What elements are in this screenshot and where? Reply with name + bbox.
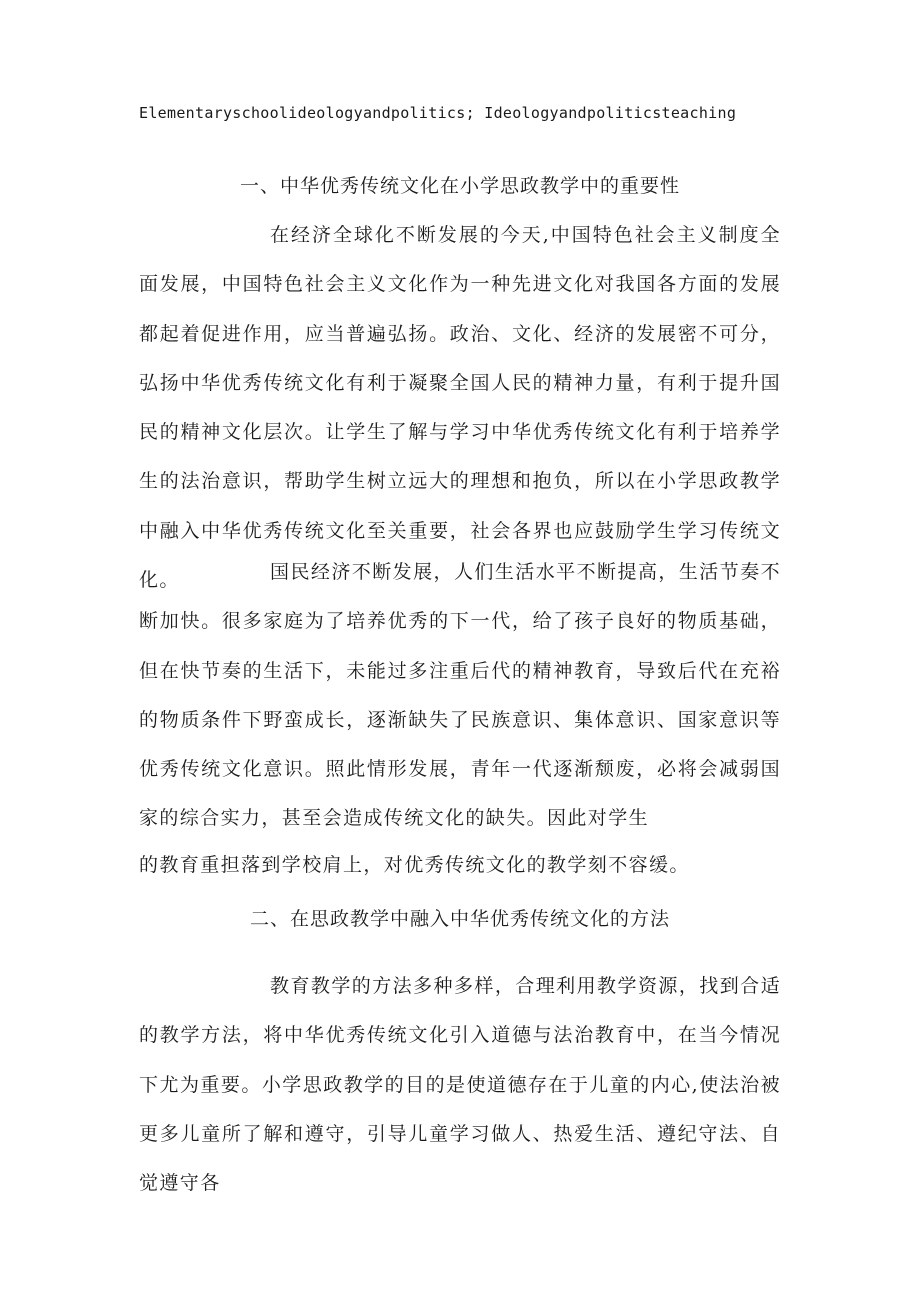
english-keywords: Elementaryschoolideologyandpolitics; Ideologyandpoliticsteaching <box>139 104 737 122</box>
section-1-paragraph-1: 在经济全球化不断发展的今天,中国特色社会主义制度全面发展，中国特色社会主义文化作为一种先进文化对我国各方面的发展都起着促进作用，应当普遍弘扬。政治、文化、经济的发展密不可分，弘扬中华优秀传统文化有利于凝聚全国人民的精神力量，有利于提升国民的精神文化层次。让学生了解与学习中华优秀传统文化有利于培养学生的法治意识，帮助学生树立远大的理想和抱负，所以在小学思政教学中融入中华优秀传统文化至关重要，社会各界也应鼓励学生学习传统文化。 <box>139 224 781 592</box>
section-1-heading: 一、中华优秀传统文化在小学思政教学中的重要性 <box>239 175 680 197</box>
section-2-heading: 二、在思政教学中融入中华优秀传统文化的方法 <box>249 908 670 930</box>
section-1-paragraph-2: 国民经济不断发展，人们生活水平不断提高，生活节奏不断加快。很多家庭为了培养优秀的下一代，给了孩子良好的物质基础，但在快节奏的生活下，未能过多注重后代的精神教育，导致后代在充裕的物质条件下野蛮成长，逐渐缺失了民族意识、集体意识、国家意识等优秀传统文化意识。照此情形发展，青年一代逐渐颓废，必将会减弱国家的综合实力，甚至会造成传统文化的缺失。因此对学生 <box>139 561 781 830</box>
section-2-paragraph-1: 教育教学的方法多种多样，合理利用教学资源，找到合适的教学方法，将中华优秀传统文化引入道德与法治教育中，在当今情况下尤为重要。小学思政教学的目的是使道德存在于儿童的内心,使法治被更多儿童所了解和遵守，引导儿童学习做人、热爱生活、遵纪守法、自觉遵守各 <box>139 975 781 1195</box>
section-1-paragraph-3: 的教育重担落到学校肩上，对优秀传统文化的教学刻不容缓。 <box>139 854 690 876</box>
